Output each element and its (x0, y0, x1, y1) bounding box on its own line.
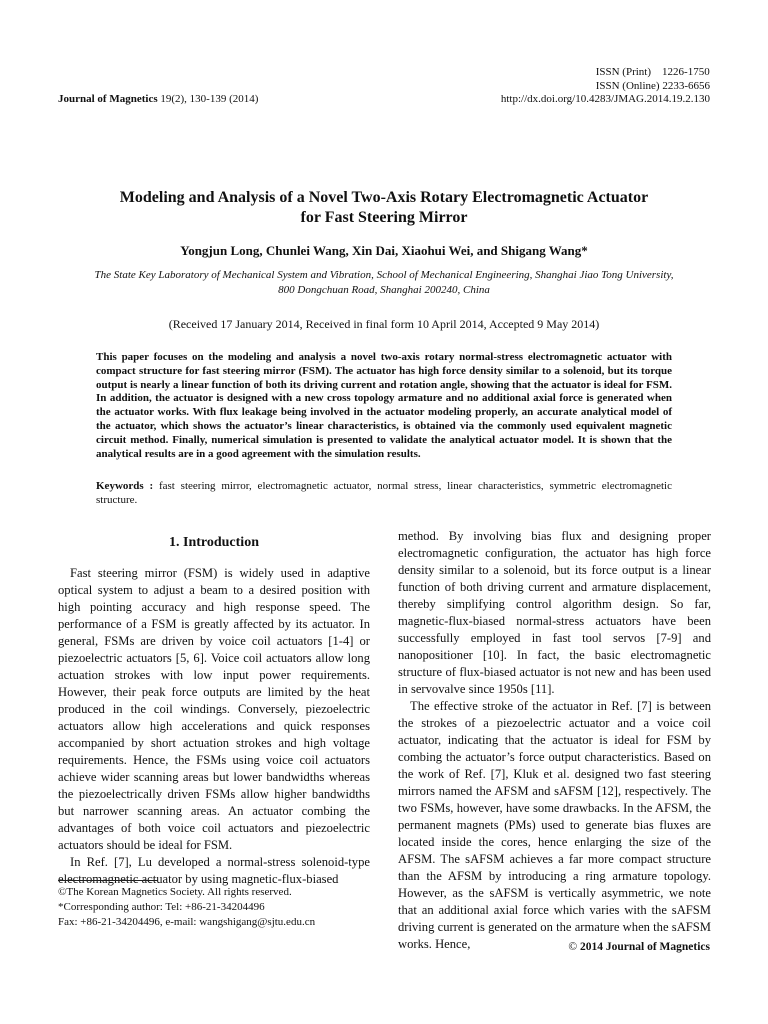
left-column (58, 565, 370, 888)
title-line-2: for Fast Steering Mirror (300, 209, 468, 226)
footnote-author: *Corresponding author: Tel: +86-21-34204496 (58, 901, 265, 913)
footnote-contact: Fax: +86-21-34204496, e-mail: wangshigang@sjtu.edu.cn (58, 916, 316, 928)
keywords-label: Keywords : (96, 480, 154, 492)
paragraph-right-1: method. By involving bias flux and designing proper electromagnetic configuration, the actuator has high force density similar to a solenoid, but its force output is a linear function of both driving current and armature displacement, thereby simplifying control algorithm design. So far, magnetic-flux-biased normal-stress actuators have been successfully employed in fast tool servos [7-9] and nanopositioner [10]. In fact, the basic electromagnetic structure of flux-biased actuator is not new and has been used in servovalve since 1950s [11]. (398, 529, 711, 696)
affiliation-line-2: 800 Dongchuan Road, Shanghai 200240, China (278, 284, 490, 296)
footnote (58, 885, 315, 930)
doi-link[interactable]: http://dx.doi.org/10.4283/JMAG.2014.19.2.130 (500, 93, 710, 105)
right-column (398, 528, 711, 953)
copyright-symbol: © (568, 941, 578, 953)
title-line-1: Modeling and Analysis of a Novel Two-Axis Rotary Electromagnetic Actuator (119, 189, 649, 206)
author-list: Yongjun Long, Chunlei Wang, Xin Dai, Xiaohui Wei, and Shigang Wang* (180, 243, 588, 258)
footnote-society: ©The Korean Magnetics Society. All rights reserved. (58, 886, 292, 898)
section-heading-introduction: 1. Introduction (169, 535, 259, 550)
journal-citation (58, 93, 258, 105)
affiliation-line-1: The State Key Laboratory of Mechanical System and Vibration, School of Mechanical Engineering, Shanghai Jiao Tong University, (94, 269, 674, 281)
issn-online: ISSN (Online) 2233-6656 (595, 80, 710, 92)
issn-print: ISSN (Print) 1226-1750 (595, 66, 710, 78)
footnote-rule (58, 880, 158, 881)
copyright-text: 2014 Journal of Magnetics (577, 941, 710, 953)
issn-block (596, 65, 710, 93)
paragraph-left-1: Fast steering mirror (FSM) is widely used in adaptive optical system to adjust a beam to a desired position with high pointing accuracy and high response speed. The performance of a FSM is greatly affected by its actuator. In general, FSMs are driven by voice coil actuators [1-4] or piezoelectric actuators [5, 6]. Voice coil actuators allow long actuation strokes with low input power requirements. However, their peak force outputs are limited by the heat produced in the coil windings. Conversely, piezoelectric actuators allow high accelerations and quick responses accompanied by short actuation strokes and high voltage requirements. Hence, the FSMs using voice coil actuators achieve wider scanning areas but lower bandwidths whereas the piezoelectrically driven FSMs allow higher bandwidths but narrower scanning areas. An actuator combing the advantages of both voice coil actuators and piezoelectric actuators should be ideal for FSM. (58, 566, 370, 852)
keywords (96, 479, 672, 507)
received-dates: (Received 17 January 2014, Received in final form 10 April 2014, Accepted 9 May 2014) (168, 317, 600, 331)
affiliation (58, 268, 710, 298)
abstract: This paper focuses on the modeling and analysis a novel two-axis rotary normal-stress electromagnetic actuator with compact structure for fast steering mirror (FSM). The actuator has high force density similar to a solenoid, but its torque output is nearly a linear function of both its driving current and rotation angle, showing that the actuator is ideal for FSM. In addition, the actuator is designed with a new cross topology armature and no additional axial force is generated when the actuator works. With flux leakage being involved in the actuator modeling properly, an accurate analytical model of the actuator, which shows the actuator’s linear characteristics, is obtained via the commonly used equivalent magnetic circuit method. Finally, numerical simulation is presented to validate the analytical actuator model. It is shown that the analytical results are in a good agreement with the simulation results. (96, 351, 672, 460)
journal-volume: 19(2), 130-139 (2014) (157, 93, 259, 105)
journal-name: Journal of Magnetics (58, 93, 158, 105)
paragraph-right-2: The effective stroke of the actuator in Ref. [7] is between the strokes of a piezoelectric actuator and a voice coil actuator, indicating that the actuator is ideal for FSM by combing the actuator’s force output characteristics. Based on the work of Ref. [7], Kluk et al. designed two fast steering mirrors named the AFSM and sAFSM [12], respectively. The two FSMs, however, have some drawbacks. In the AFSM, the permanent magnets (PMs) used to generate bias fluxes are located inside the cores, hence enlarging the size of the AFSM. The sAFSM achieves a far more compact structure than the AFSM by introducing a ring armature topology. However, as the sAFSM is vertically asymmetric, we note that an additional axial force which varies with the sAFSM driving current is generated on the armature when the sAFSM works. Hence, (398, 699, 711, 951)
copyright-notice (568, 941, 710, 953)
article-title (58, 188, 710, 228)
paragraph-left-2: In Ref. [7], Lu developed a normal-stress solenoid-type electromagnetic actuator by using magnetic-flux-biased (58, 855, 370, 886)
keywords-list: fast steering mirror, electromagnetic actuator, normal stress, linear characteristics, symmetric electromagnetic structure. (96, 480, 672, 506)
